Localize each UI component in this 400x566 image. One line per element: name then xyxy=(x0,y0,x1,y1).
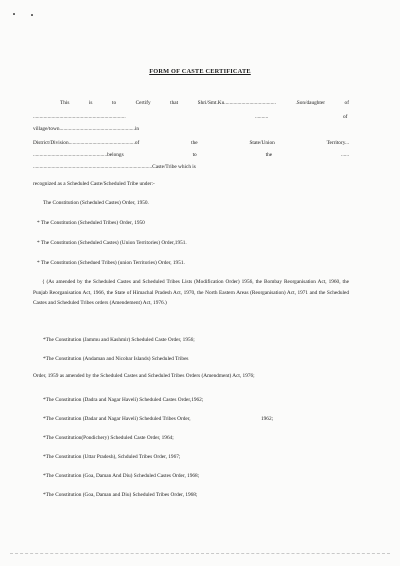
parent-name-blank: ...................................................................... xyxy=(33,114,126,120)
order-item: *The Constitution (Jammu and Kashmir) Scheduled Caste Order, 1956; xyxy=(43,337,195,343)
order-item: *The Constitution (Dadra and Nagar Haveli) Scheduled Castes Order,1962; xyxy=(43,397,204,403)
blank-short: .......... xyxy=(255,114,269,120)
scan-edge-line xyxy=(10,553,390,554)
order-item: *The Constitution (Goa, Daman And Diu) Scheduled Castes Order, 1968; xyxy=(43,473,200,479)
order-item: *The Constitution (Goa, Daman and Diu) Scheduled Tribes Order, 1968; xyxy=(43,492,198,498)
order-year: 1962; xyxy=(261,416,274,422)
order-item: *The Constitution (Dadar and Nagar Haveli) Scheduled Tribes Order, xyxy=(43,416,191,422)
order-item: *The Constitution (Uttar Pradesh), Schduled Tribes Order, 1967; xyxy=(43,454,181,460)
order-item: *The Constitution(Pondichery) Scheduled Caste Order, 1964; xyxy=(43,435,174,441)
village-town-line: village/town.........................................................in xyxy=(33,126,140,132)
belongs-line: ........................................................belongs to the ...... xyxy=(33,152,349,158)
certify-line: This is to Certify that Shri/Smt.Ku....................................... .Son/daughter of xyxy=(60,100,349,106)
of-label: of xyxy=(343,114,348,120)
scan-speck xyxy=(31,14,33,16)
order-item: *The Constitution (Andaman and Nicobar Islands) Scheduled Tribes xyxy=(43,356,189,362)
district-line: District/Division..................................................of the State/Union Territory... xyxy=(33,140,349,146)
amendment-paragraph: { (As amended by the Scheduled Castes and Scheduled Tribes Lists (Modification Order) 1956, the Bombay Reorganisation Act, 1960, the Punjab Reorganisation Act, 1966, the State of Himachal Pradesh Act, 1970, the North Eastern Areas (Reorganisation) Act, 1971 and the Scheduled Castes and Scheduled Tribes orders (Amendement) Act, 1976.) xyxy=(33,279,349,306)
order-item: The Constitution (Scheduled Castes) Order, 1950. xyxy=(43,200,149,206)
order-item: * The Constitution (Scheduled Tribes) Order, 1950 xyxy=(37,220,145,226)
order-item: * The Constitution (Scheduled Castes) (Union Territories) Order,1951. xyxy=(37,240,187,246)
caste-tribe-line: ..........................................................................................Caste/Tribe which is xyxy=(33,164,196,170)
scan-speck xyxy=(13,13,15,15)
recognized-line: recognized as a Scheduled Caste/Scheduled Tribe under:- xyxy=(33,181,155,187)
order-item-continued: Order, 1959 as amended by the Scheduled Castes and Scheduled Tribes Orders (Amendment) Act, 1976; xyxy=(33,373,255,379)
order-item: * The Constitution (Schedued Tribes) (union Territories) Order, 1951. xyxy=(37,260,185,266)
document-title: FORM OF CASTE CERTIFICATE xyxy=(149,68,251,75)
